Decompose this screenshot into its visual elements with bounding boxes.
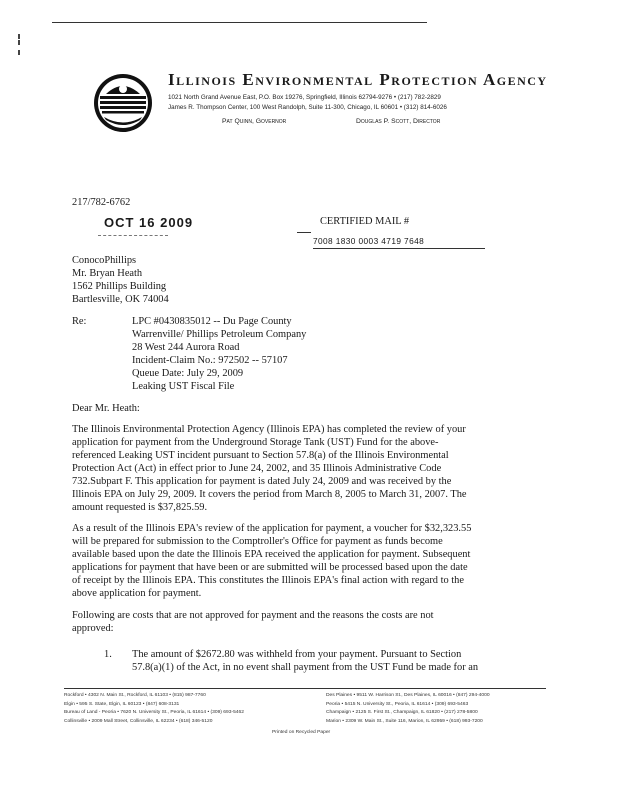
recipient-line: Bartlesville, OK 74004 [72,294,169,305]
footer-office: Bureau of Land - Peoria • 7620 N. University St., Peoria, IL 61614 • (309) 693-5462 [64,710,244,715]
director-name: Douglas P. Scott, Director [356,118,441,125]
paragraph-line: Protection Act (Act) in effect prior to June 24, 2002, and 35 Illinois Administrative Code [72,463,442,474]
paragraph-line: above application for payment. [72,588,202,599]
re-block [132,315,306,393]
top-rule [52,22,427,23]
item-number: 1. [104,649,112,660]
paragraph-line: application for payment from the Underground Storage Tank (UST) Fund for the above- [72,437,439,448]
re-line: Queue Date: July 29, 2009 [132,368,244,379]
governor-name: Pat Quinn, Governor [222,118,287,125]
paragraph-voucher [72,522,471,600]
re-line: Warrenville/ Phillips Petroleum Company [132,329,307,340]
certified-mail-label: CERTIFIED MAIL # [320,216,410,227]
re-line: Leaking UST Fiscal File [132,381,235,392]
certified-mail-underline [313,248,485,249]
footer-office: Des Plaines • 9511 W. Harrison St., Des Plaines, IL 60016 • (847) 294-4000 [326,693,490,698]
paragraph-line: The Illinois Environmental Protection Agency (Illinois EPA) has completed the review of your [72,424,466,435]
agency-address-springfield: 1021 North Grand Avenue East, P.O. Box 19276, Springfield, Illinois 62794-9276 • (217) 782-2829 [168,94,441,101]
paragraph-costs-not-approved [72,609,434,635]
recycled-paper-note: Printed on Recycled Paper [272,730,331,735]
recipient-line: ConocoPhillips [72,255,137,266]
footer-rule [64,688,546,689]
footer-left-offices [64,692,244,726]
item-1-text [132,648,478,674]
re-label: Re: [72,316,87,327]
illinois-epa-seal-icon [92,72,154,134]
item-line: The amount of $2672.80 was withheld from your payment. Pursuant to Section [132,649,462,660]
paragraph-line: Illinois EPA on July 29, 2009. It covers the period from March 8, 2005 to March 31, 2007. The [72,489,467,500]
paragraph-line: of receipt by the Illinois EPA. This constitutes the Illinois EPA's final action with regard to the [72,575,464,586]
certified-mail-number: 7008 1830 0003 4719 7648 [313,236,425,246]
salutation: Dear Mr. Heath: [72,403,140,414]
footer-office: Champaign • 2125 S. First St., Champaign, IL 61820 • (217) 278-5800 [326,710,478,715]
agency-address-chicago: James R. Thompson Center, 100 West Randolph, Suite 11-300, Chicago, IL 60601 • (312) 814-6026 [168,104,447,111]
paragraph-review-completed [72,423,467,514]
footer-right-offices [326,692,490,726]
footer-office: Peoria • 5415 N. University St., Peoria, IL 61614 • (309) 693-5463 [326,701,469,707]
agency-name: Illinois Environmental Protection Agency [168,70,548,89]
paragraph-line: referenced Leaking UST incident pursuant to Section 57.8(a) of the Illinois Environmental [72,450,449,461]
certified-mail-dash [297,232,311,233]
paragraph-line: available based upon the date the Illinois EPA received the application for payment. Subsequent [72,549,471,560]
phone-number: 217/782-6762 [72,197,131,208]
re-line: Incident-Claim No.: 972502 -- 57107 [132,355,288,366]
recipient-line: Mr. Bryan Heath [72,268,143,279]
date-stamp: OCT 16 2009 [104,215,194,230]
paragraph-line: applications for payment that have been or are submitted will be processed based upon the date [72,562,468,573]
re-line: LPC #0430835012 -- Du Page County [132,316,292,327]
paragraph-line: Following are costs that are not approved for payment and the reasons the costs are not [72,610,434,621]
footer-office: Rockford • 4302 N. Main St., Rockford, IL 61103 • (815) 987-7760 [64,693,206,698]
footer-office: Collinsville • 2009 Mall Street, Collinsville, IL 62234 • (618) 346-5120 [64,718,213,724]
paragraph-line: approved: [72,623,114,634]
stamp-underline [98,235,168,236]
item-line: 57.8(a)(1) of the Act, in no event shall payment from the UST Fund be made for an [132,662,479,673]
recipient-address [72,254,169,306]
re-line: 28 West 244 Aurora Road [132,342,240,353]
paragraph-line: 732.Subpart F. This application for payment is dated July 24, 2009 and was received by the [72,476,452,487]
paragraph-line: As a result of the Illinois EPA's review of the application for payment, a voucher for $32,323.55 [72,523,472,534]
paragraph-line: will be prepared for submission to the Comptroller's Office for payment as funds become [72,536,443,547]
recipient-line: 1562 Phillips Building [72,281,167,292]
footer-office: Elgin • 595 S. State, Elgin, IL 60123 • (847) 608-3131 [64,701,180,707]
footer-office: Marion • 2309 W. Main St., Suite 116, Marion, IL 62959 • (618) 993-7200 [326,718,483,724]
paragraph-line: amount requested is $37,825.59. [72,502,208,513]
